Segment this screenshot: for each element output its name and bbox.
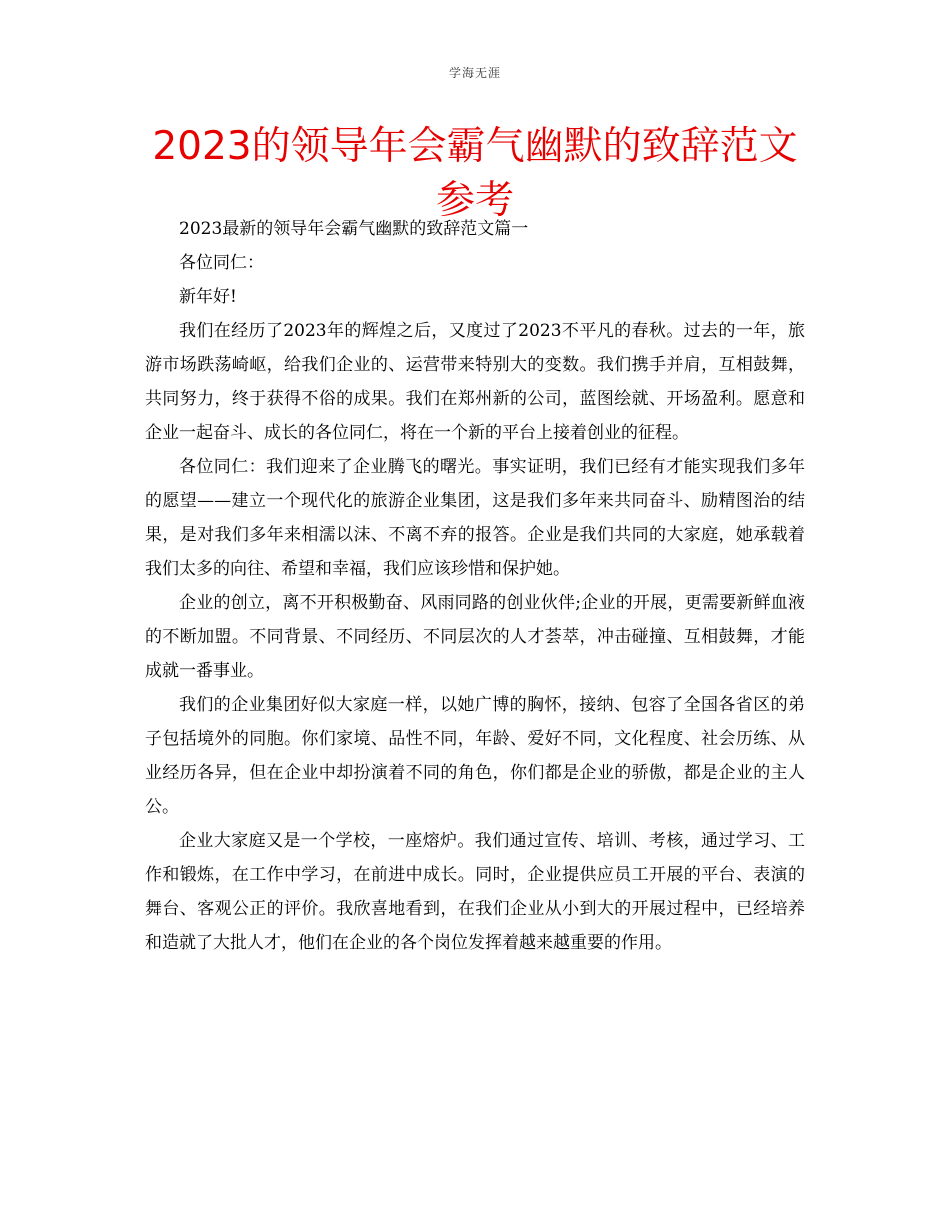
document-body bbox=[145, 212, 805, 960]
section-heading: 2023最新的领导年会霸气幽默的致辞范文篇一 bbox=[179, 219, 529, 239]
body-paragraph: 企业大家庭又是一个学校，一座熔炉。我们通过宣传、培训、考核，通过学习、工作和锻炼，在工作中学习，在前进中成长。同时，企业提供应员工开展的平台、表演的舞台、客观公正的评价。我欣喜地看到，在我们企业从小到大的开展过程中，已经培养和造就了大批人才，他们在企业的各个岗位发挥着越来越重要的作用。 bbox=[145, 831, 805, 953]
body-paragraph: 企业的创立，离不开积极勤奋、风雨同路的创业伙伴;企业的开展，更需要新鲜血液的不断加盟。不同背景、不同经历、不同层次的人才荟萃，冲击碰撞、互相鼓舞，才能成就一番事业。 bbox=[145, 593, 805, 681]
body-paragraph: 我们的企业集团好似大家庭一样，以她广博的胸怀，接纳、包容了全国各省区的弟子包括境外的同胞。你们家境、品性不同，年龄、爱好不同，文化程度、社会历练、从业经历各异，但在企业中却扮演着不同的角色，你们都是企业的骄傲，都是企业的主人公。 bbox=[145, 695, 805, 817]
page-header: 学海无涯 bbox=[448, 66, 501, 80]
salutation: 各位同仁： bbox=[179, 253, 264, 273]
body-paragraph: 我们在经历了2023年的辉煌之后，又度过了2023不平凡的春秋。过去的一年，旅游市场跌荡崎岖，给我们企业的、运营带来特别大的变数。我们携手并肩，互相鼓舞，共同努力，终于获得不俗的成果。我们在郑州新的公司，蓝图绘就、开场盈利。愿意和企业一起奋斗、成长的各位同仁，将在一个新的平台上接着创业的征程。 bbox=[145, 321, 805, 443]
document-title: 2023的领导年会霸气幽默的致辞范文参考 bbox=[152, 124, 798, 223]
greeting: 新年好! bbox=[179, 287, 237, 307]
body-paragraph: 各位同仁：我们迎来了企业腾飞的曙光。事实证明，我们已经有才能实现我们多年的愿望——建立一个现代化的旅游企业集团，这是我们多年来共同奋斗、励精图治的结果，是对我们多年来相濡以沫、不离不弃的报答。企业是我们共同的大家庭，她承载着我们太多的向往、希望和幸福，我们应该珍惜和保护她。 bbox=[145, 457, 805, 579]
